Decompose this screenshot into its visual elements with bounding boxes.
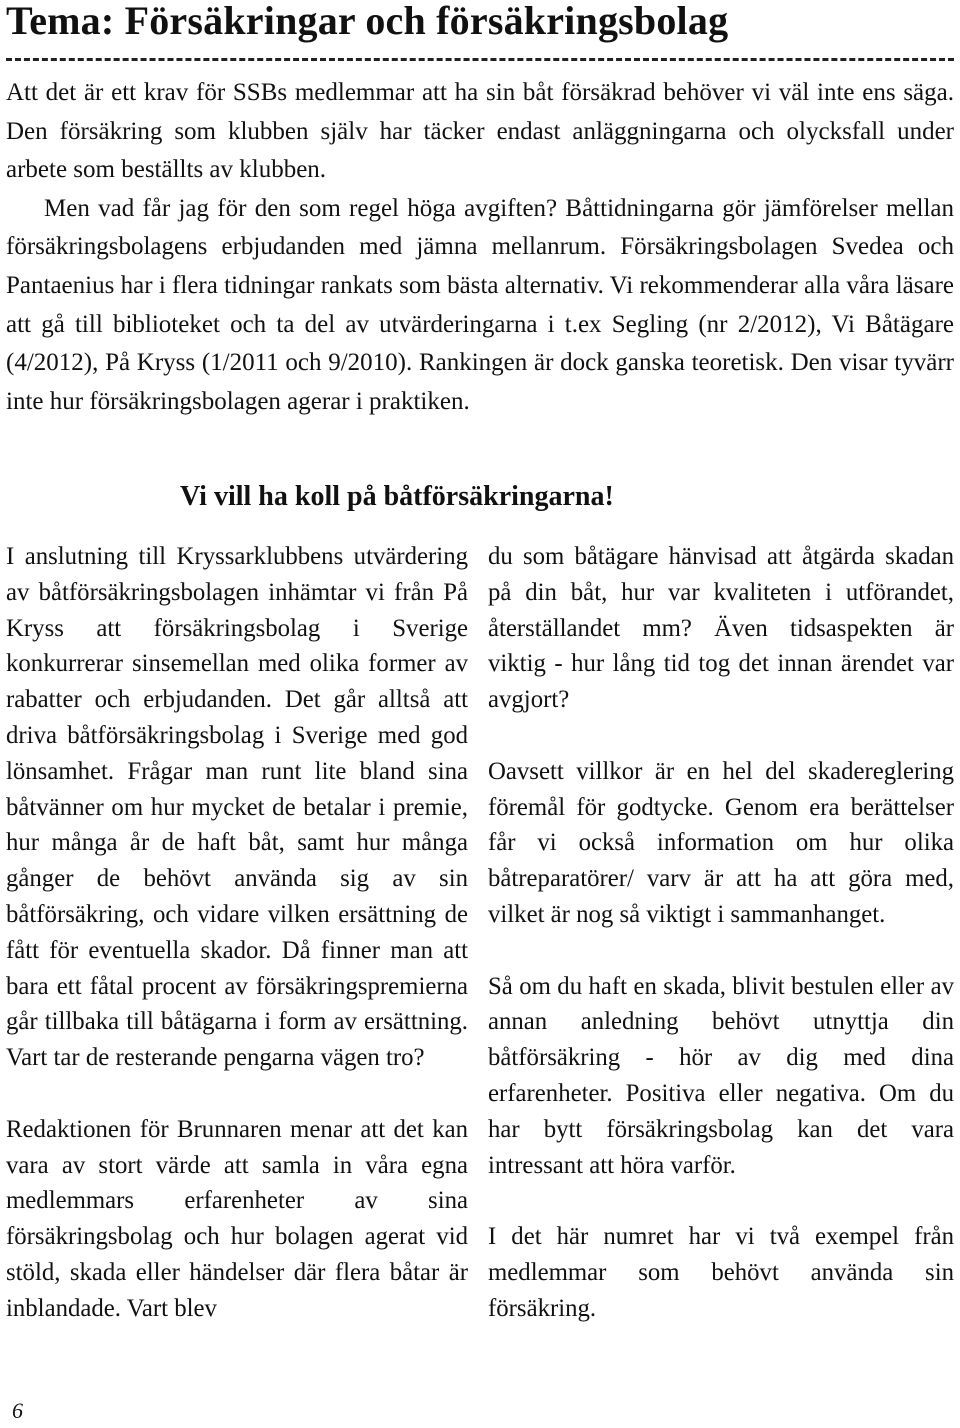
right-paragraph-3: Så om du haft en skada, blivit bestulen eller av annan anledning behövt utnyttja din båtförsäkring - hör av dig med dina erfarenheter. Positiva eller negativa. Om du har bytt försäkringsbolag kan det vara intressant att höra varför. <box>488 972 954 1179</box>
intro-paragraph-1: Att det är ett krav för SSBs medlemmar att ha sin båt försäkrad behöver vi väl inte ens säga. Den försäkring som klubben själv har täcker endast anläggningarna och olycksfall under arbete som beställts av klubben. <box>6 79 954 184</box>
right-paragraph-4: I det här numret har vi två exempel från medlemmar som behövt använda sin försäkring. <box>488 1223 954 1322</box>
left-paragraph-2: Redaktionen för Brunnaren menar att det kan vara av stort värde att samla in våra egna medlemmars erfarenheter av sina försäkringsbolag och hur bolagen agerat vid stöld, skada eller händelser där flera båtar är inblandade. Vart blev <box>6 1115 468 1322</box>
intro-section <box>6 74 954 421</box>
right-paragraph-1: du som båtägare hänvisad att åtgärda skadan på din båt, hur var kvaliteten i utförandet, återställandet mm? Även tidsaspekten är viktig - hur lång tid tog det innan ärendet var avgjort? <box>488 543 954 714</box>
left-paragraph-1: I anslutning till Kryssarklubbens utvärdering av båtförsäkringsbolagen inhämtar vi från På Kryss att försäkringsbolag i Sverige konkurrerar sinsemellan med olika former av rabatter och erbjudanden. Det går alltså att driva båtförsäkringsbolag i Sverige med god lönsamhet. Frågar man runt lite bland sina båtvänner om hur mycket de betalar i premie, hur många år de haft båt, samt hur många gånger de behövt använda sig av sin båtförsäkring, och vidare vilken ersättning de fått för eventuella skador. Då finner man att bara ett fåtal procent av försäkringspremierna går tillbaka till båtägarna i form av ersättning. Vart tar de resterande pengarna vägen tro? <box>6 543 468 1072</box>
title-divider <box>6 58 954 61</box>
section-heading: Vi vill ha koll på båtförsäkringarna! <box>180 481 614 512</box>
right-paragraph-2: Oavsett villkor är en hel del skadereglering föremål för godtycke. Genom era berättelser får vi också information om hur olika båtreparatörer/ varv är att ha att göra med, vilket är nog så viktigt i sammanhanget. <box>488 757 954 928</box>
left-column <box>6 539 468 1327</box>
page-title: Tema: Försäkringar och försäkringsbolag <box>6 0 729 43</box>
page-number: 6 <box>12 1398 23 1423</box>
right-column <box>488 539 954 1327</box>
intro-paragraph-2: Men vad får jag för den som regel höga avgiften? Båttidningarna gör jämförelser mellan försäkringsbolagens erbjudanden med jämna mellanrum. Försäkringsbolagen Svedea och Pantaenius har i flera tidningar rankats som bästa alternativ. Vi rekommenderar alla våra läsare att gå till biblioteket och ta del av utvärderingarna i t.ex Segling (nr 2/2012), Vi Båtägare (4/2012), På Kryss (1/2011 och 9/2010). Rankingen är dock ganska teoretisk. Den visar tyvärr inte hur försäkringsbolagen agerar i praktiken. <box>6 194 954 415</box>
